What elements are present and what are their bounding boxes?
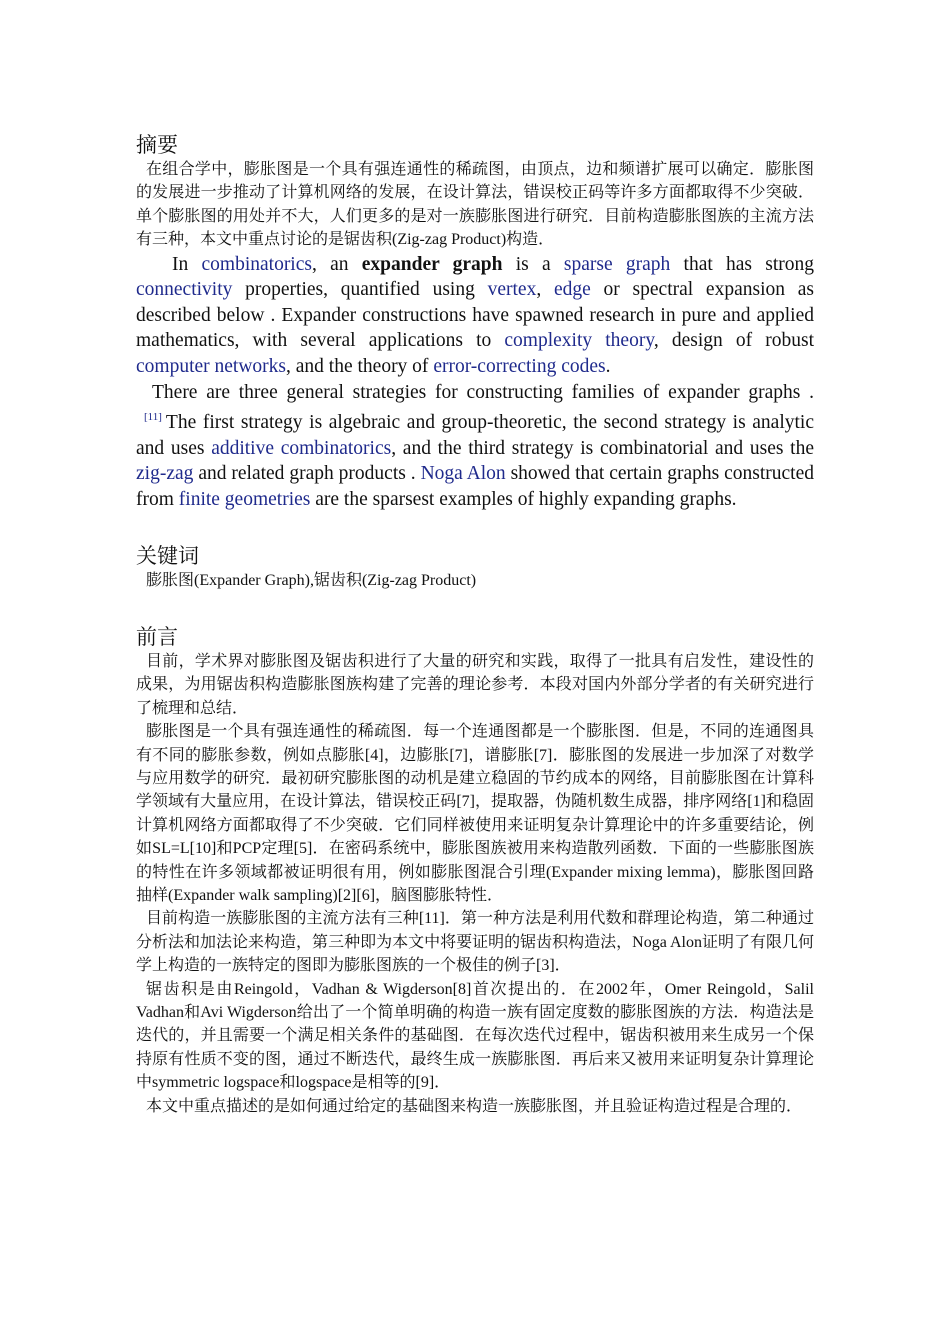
preface-paragraph-2: 膨胀图是一个具有强连通性的稀疏图．每一个连通图都是一个膨胀图．但是，不同的连通图具有不同的膨胀参数，例如点膨胀[4]，边膨胀[7]，谱膨胀[7]．膨胀图的发展进一步加深了对数学与应用数学的研究．最初研究膨胀图的动机是建立稳固的节约成本的网络，目前膨胀图在计算科学领域有大量应用，在设计算法，错误校正码[7]，提取器，伪随机数生成器，排序网络[1]和稳固计算机网络方面都取得了不少突破．它们同样被使用来证明复杂计算理论中的许多重要结论，例如SL=L[10]和PCP定理[5]．在密码系统中，膨胀图族被用来构造散列函数．下面的一些膨胀图族的特性在许多领域都被证明很有用，例如膨胀图混合引理(Expander mixing lemma)，膨胀图回路抽样(Expander walk sampling)[2][6]，脑图膨胀特性． (136, 723, 814, 905)
preface-paragraph-1: 目前，学术界对膨胀图及锯齿积进行了大量的研究和实践，取得了一批具有启发性，建设性的成果，为用锯齿积构造膨胀图族构建了完善的理论参考．本段对国内外部分学者的有关研究进行了梳理和总结． (136, 652, 814, 717)
term-expander-graph: expander graph (361, 253, 503, 275)
link-combinatorics[interactable]: combinatorics (201, 253, 312, 275)
preface-paragraph-3: 目前构造一族膨胀图的主流方法有三种[11]．第一种方法是利用代数和群理论构造，第二种通过分析法和加法论来构造，第三种即为本文中将要证明的锯齿积构造法，Noga Alon证明了有限几何学上构造的一族特定的图即为膨胀图族的一个极佳的例子[3]． (136, 910, 814, 975)
document-page (136, 132, 814, 1118)
link-connectivity[interactable]: connectivity (136, 279, 233, 301)
preface-paragraph-5: 本文中重点描述的是如何通过给定的基础图来构造一族膨胀图，并且验证构造过程是合理的． (146, 1097, 803, 1115)
keywords-heading: 关键词 (136, 543, 199, 568)
abstract-en-paragraph-1: In combinatorics, an expander graph is a sparse graph that has strong connectivity properties, quantified using vertex, edge or spectral expansion as described below . Expander constructions have spawned research in pure and applied mathematics, with several applications to complexity theory, design of robust computer networks, and the theory of error-correcting codes. (136, 253, 815, 377)
citation-11[interactable]: [11] (144, 411, 162, 424)
abstract-heading: 摘要 (136, 133, 178, 157)
abstract-cn-paragraph: 在组合学中，膨胀图是一个具有强连通性的稀疏图，由顶点，边和频谱扩展可以确定．膨胀图的发展进一步推动了计算机网络的发展，在设计算法，错误校正码等许多方面都取得不少突破．单个膨胀图的用处并不大，人们更多的是对一族膨胀图进行研究．目前构造膨胀图族的主流方法有三种，本文中重点讨论的是锯齿积(Zig-zag Product)构造． (136, 161, 814, 249)
preface-paragraph-4: 锯齿积是由Reingold，Vadhan & Wigderson[8]首次提出的．在2002年，Omer Reingold，Salil Vadhan和Avi Wigderson给出了一个简单明确的构造一族有固定度数的膨胀图族的方法．构造法是迭代的，并且需要一个满足相关条件的基础图．在每次迭代过程中，锯齿积被用来生成另一个保持原有性质不变的图，通过不断迭代，最终生成一族膨胀图．再后来又被用来证明复杂计算理论中symmetric logspace和logspace是相等的[9]． (136, 980, 814, 1092)
link-zig-zag[interactable]: zig-zag (136, 463, 194, 485)
keywords-text: 膨胀图(Expander Graph),锯齿积(Zig-zag Product) (146, 571, 477, 589)
link-additive-combinatorics[interactable]: additive combinatorics (211, 437, 392, 459)
link-sparse-graph[interactable]: sparse graph (563, 253, 671, 275)
link-computer-networks[interactable]: computer networks (136, 356, 287, 377)
link-edge[interactable]: edge (553, 279, 591, 301)
link-complexity-theory[interactable]: complexity theory (504, 330, 654, 352)
section-spacer (136, 513, 814, 543)
abstract-en-paragraph-2: There are three general strategies for constructing families of expander graphs .[11] The first strategy is algebraic and group-theoretic, the second strategy is analytic and uses additive combinatorics, and the third strategy is combinatorial and uses the zig-zag and related graph products . Noga Alon showed that certain graphs constructed from finite geometries are the sparsest examples of highly expanding graphs. (136, 381, 814, 510)
link-finite-geometries[interactable]: finite geometries (178, 488, 311, 510)
link-vertex[interactable]: vertex (487, 279, 537, 301)
section-spacer (136, 592, 814, 624)
link-error-correcting-codes[interactable]: error-correcting codes (433, 356, 606, 377)
preface-heading: 前言 (136, 624, 178, 649)
link-noga-alon[interactable]: Noga Alon (420, 463, 506, 485)
